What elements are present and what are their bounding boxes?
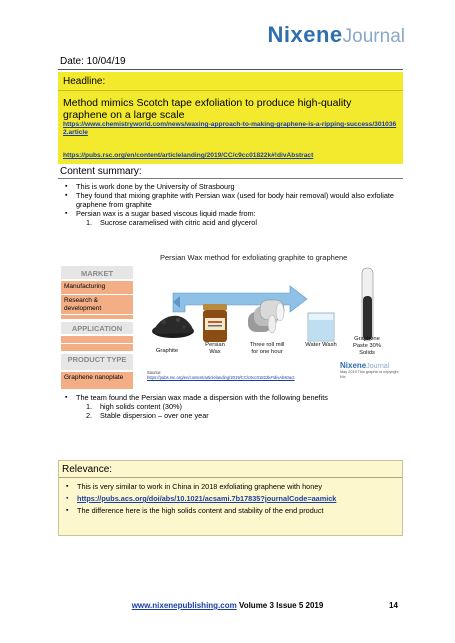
process-figure bbox=[60, 252, 400, 387]
content-summary-heading: Content summary: bbox=[60, 166, 142, 177]
process-arrow bbox=[173, 286, 307, 312]
graphite-pile-icon bbox=[152, 316, 194, 338]
headline-title: Method mimics Scotch tape exfoliation to produce high-quality graphene on a large scale bbox=[63, 97, 352, 121]
nixene-journal-logo bbox=[268, 22, 405, 48]
source-label: Source: bbox=[147, 370, 162, 375]
sub-item-number: 1. bbox=[86, 402, 93, 411]
sub-item-number: 1. bbox=[86, 218, 93, 227]
headline-paper-link[interactable]: https://pubs.rsc.org/en/content/articlelanding/2019/CC/c9cc01822k#!divAbstract bbox=[63, 152, 314, 159]
source-link[interactable]: https://pubs.rsc.org/en/content/articlelanding/2019/CC/c9cc01822k#!divAbstract bbox=[147, 375, 295, 380]
logo-nixene: Nixene bbox=[267, 22, 343, 47]
article-date: Date: 10/04/19 bbox=[60, 56, 126, 67]
market-item: Manufacturing bbox=[61, 281, 133, 295]
persian-wax-jar-icon bbox=[203, 304, 227, 342]
sub-list-item bbox=[86, 218, 400, 227]
divider bbox=[58, 69, 403, 70]
list-item: ▪ This is work done by the University of Strasbourg bbox=[60, 182, 400, 191]
page-footer bbox=[0, 601, 455, 610]
sub-item-text: high solids content (30%) bbox=[100, 402, 182, 411]
footer-website-link[interactable]: www.nixenepublishing.com bbox=[131, 601, 237, 610]
market-heading: MARKET bbox=[61, 264, 133, 281]
relevance-heading: Relevance: bbox=[62, 464, 113, 475]
content-summary-list bbox=[60, 182, 400, 227]
footer-volume: Volume 3 Issue 5 2019 bbox=[236, 601, 324, 610]
list-item: ▪ They found that mixing graphite with Persian wax (used for body hair removal) would also exfoliate graphene from graphite bbox=[60, 191, 400, 209]
divider bbox=[59, 477, 402, 478]
step-label-persian-wax: Persian Wax bbox=[205, 342, 225, 355]
divider bbox=[58, 90, 403, 91]
market-item: Research & development bbox=[61, 295, 133, 315]
step-label-three-roll-mill: Three roll mill for one hour bbox=[249, 342, 285, 355]
list-item: ▪ This is very similar to work in China in 2018 exfoliating graphene with honey bbox=[61, 482, 402, 491]
product-item: Graphene nanoplate bbox=[61, 372, 133, 390]
sub-item-text: Stable dispersion – over one year bbox=[100, 411, 209, 420]
step-label-water-wash: Water Wash bbox=[305, 342, 337, 348]
sub-item-number: 2. bbox=[86, 411, 93, 420]
list-item: ▪ The difference here is the high solids content and stability of the end product bbox=[61, 506, 402, 515]
sub-item-text: Sucrose caramelised with citric acid and glycerol bbox=[100, 218, 257, 227]
list-item: ▪ Persian wax is a sugar based viscous liquid made from: bbox=[60, 209, 400, 218]
step-label-graphite: Graphite bbox=[155, 348, 179, 354]
product-type-heading: PRODUCT TYPE bbox=[61, 352, 133, 372]
water-wash-beaker-icon bbox=[308, 313, 334, 341]
figure-title: Persian Wax method for exfoliating graphite to graphene bbox=[160, 253, 348, 262]
headline-label: Headline: bbox=[63, 76, 106, 87]
relevance-link[interactable]: ▪ https://pubs.acs.org/doi/abs/10.1021/acsami.7b17835?journalCode=aamick bbox=[61, 494, 402, 503]
figure-logo-journal: Journal bbox=[366, 363, 390, 370]
figure-copyright-note: May 2019 This graphic is copyright Nix bbox=[340, 370, 399, 379]
graphene-paste-tube-icon bbox=[362, 268, 373, 341]
figure-source bbox=[147, 370, 295, 380]
findings-list bbox=[60, 393, 400, 420]
page-number: 14 bbox=[389, 601, 398, 610]
application-heading: APPLICATION bbox=[61, 320, 133, 336]
sub-list-item bbox=[86, 402, 400, 411]
headline-box bbox=[58, 72, 403, 164]
figure-logo-nixene: Nixene bbox=[340, 361, 367, 370]
headline-source-link[interactable]: https://www.chemistryworld.com/news/waxing-approach-to-making-graphene-is-a-ripping-success/3010362.article bbox=[63, 121, 397, 136]
relevance-box bbox=[58, 460, 403, 536]
logo-journal: Journal bbox=[342, 26, 405, 47]
list-item: ▪ The team found the Persian wax made a dispersion with the following benefits bbox=[60, 393, 400, 402]
divider bbox=[58, 178, 403, 179]
step-label-graphene-paste: Graphene Paste 30% Solids bbox=[352, 336, 382, 356]
sub-list-item bbox=[86, 411, 400, 420]
